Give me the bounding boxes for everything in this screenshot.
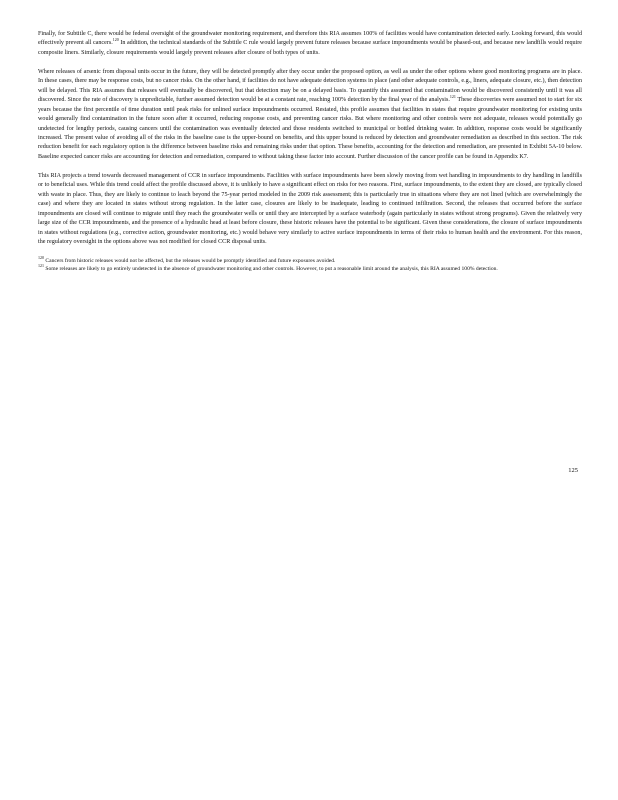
footnotes (38, 257, 582, 274)
paragraph-trend (38, 172, 582, 248)
paragraph-text: These discoveries were assumed not to start for six years because the first percentile of time duration until peak risks for unlined surface impoundments occurred. Restated, this profile assumes that facilities in states that require groundwater monitoring for existing units would generally find contamination in the future soon after it occurred, reducing response costs, and preventing cancer risks. But where monitoring and other controls were not adequate, releases would potentially go undetected for lengthy periods, causing cancers until the contamination was eventually detected and those residents switched to municipal or bottled drinking water. In addition, response costs would be significantly increased. The present value of avoiding all of the risks in the baseline case is the upper-bound on benefits, and this upper bound is reduced by detection and groundwater remediation as described in this section. The risk reduction benefit for each regulatory option is the difference between baseline risks and remaining risks under that option. These benefits, accounting for the detection and remediation, are presented in Exhibit 5A-10 below. Baseline expected cancer risks are accounting for detection and remediation, compared to without taking these factor into account. Further discussion of the cancer profile can be found in Appendix K7. (38, 97, 582, 160)
paragraph-text: Where releases of arsenic from disposal units occur in the future, they will be detected promptly after they occur under the proposed option, as well as under the other options where good monitoring programs are in place. In these cases, there may be response costs, but no cancer risks. On the other hand, if facilities do not have adequate detection systems in place (and other adequate controls, e.g., liners, adequate closure, etc.), then detection will be delayed. This RIA assumes that releases will eventually be discovered, but that detection may be on a delayed basis. To quantify this assumed that contamination would be discovered consistently until it was all discovered. Since the rate of discovery is unpredictable, further assumed detection would be at a constant rate, reaching 100% detection by the final year of the analysis. (38, 68, 582, 104)
paragraph-subtitle-c (38, 30, 582, 58)
footnote-ref[interactable]: 120 (112, 37, 119, 43)
footnote-ref[interactable]: 121 (449, 94, 456, 100)
page-number: 125 (568, 467, 578, 474)
footnote (38, 257, 582, 265)
footnote-text: Some releases are likely to go entirely undetected in the absence of groundwater monitoring and other controls. However, to put a reasonable limit around the analysis, this RIA assumed 100% detection. (44, 266, 498, 273)
footnote-text: Cancers from historic releases would not be affected, but the releases would be promptly identified and future exposures avoided. (44, 258, 336, 265)
document-body (38, 30, 582, 274)
footnote-number: 120 (38, 255, 44, 261)
footnote (38, 265, 582, 273)
paragraph-text: This RIA projects a trend towards decreased management of CCR in surface impoundments. Facilities with surface impoundments have been slowly moving from wet handling in impoundments to dry handling in landfills or to beneficial uses. While this trend could affect the profile discussed above, it is unlikely to have a significant effect on risks for two reasons. First, surface impoundments, to the extent they are closed, are typically closed with waste in place. Thus, they are likely to continue to leach beyond the 75-year period modeled in the 2009 risk assessment; this is particularly true in situations where they are not lined (which are overwhelmingly the case) and where they are located in states without strong regulation. In the latter case, closures are likely to be inadequate, leading to continued infiltration. Second, the releases that occurred before the surface impoundments are closed will continue to migrate until they reach the groundwater wells or until they are intercepted by a surface waterbody (again particularly in states without strong programs). Given the relatively very large size of the CCR impoundments, and the presence of a hydraulic head at least before closure, these historic releases have the potential to be significant. Given these considerations, the closure of surface impoundments in states without regulations (e.g., corrective action, groundwater monitoring, etc.) would behave very similarly to active surface impoundments in terms of their risks to human health and the environment. For this reason, the regulatory oversight in the options above was not modified for closed CCR disposal units. (38, 172, 582, 246)
paragraph-text: Finally, for Subtitle C, there would be federal oversight of the groundwater monitoring requirement, and therefore this RIA assumes 100% of facilities would have contamination detected early. Looking forward, this would effectively prevent all cancers. (38, 31, 582, 47)
paragraph-text: In addition, the technical standards of the Subtitle C rule would largely prevent future releases because surface impoundments would be phased-out, and because new landfills would require composite liners. Similarly, closure requirements would largely prevent releases after closure of both types of units. (38, 40, 582, 56)
paragraph-arsenic-releases (38, 68, 582, 163)
footnote-number: 121 (38, 263, 44, 269)
